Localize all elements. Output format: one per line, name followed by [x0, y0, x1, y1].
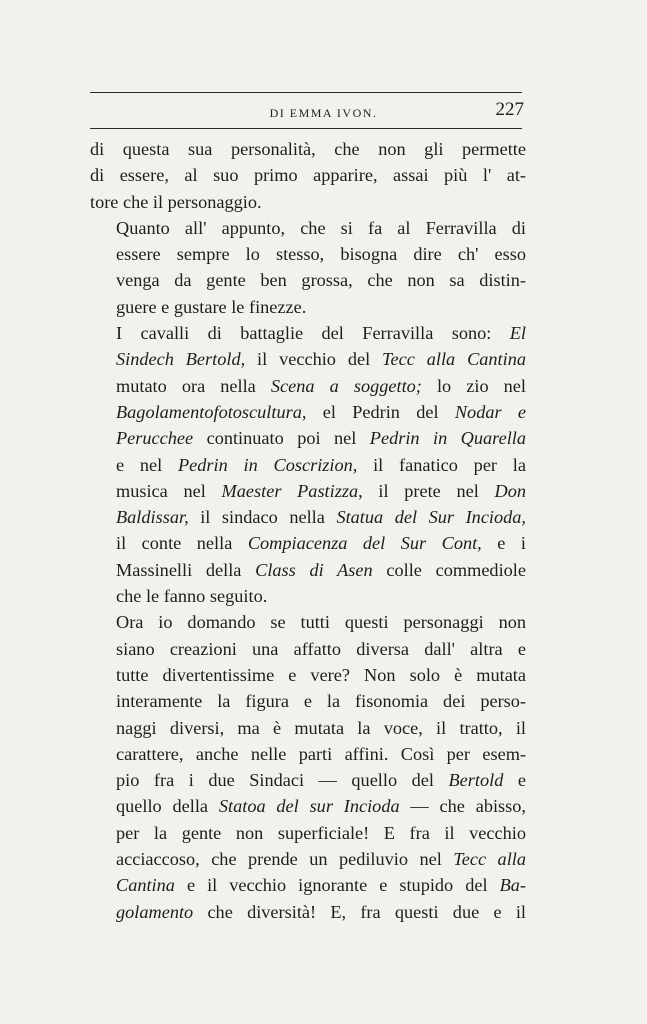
text-run: il conte nella [116, 533, 248, 554]
text-line: essere sempre lo stesso, bisogna dire ch' esso [116, 244, 526, 265]
paragraph-ferravilla-criticism [90, 215, 526, 320]
italic-title: Cantina [116, 875, 175, 896]
text-run: mutato ora nella [116, 375, 271, 396]
text-run: il prete nel [362, 480, 495, 501]
text-run: Massinelli della [116, 559, 256, 580]
text-line [90, 373, 526, 399]
text-line [90, 609, 526, 635]
paragraph-continuation [90, 136, 526, 215]
text-line [90, 636, 526, 662]
text-line [90, 452, 526, 478]
text-run: colle commediole [372, 559, 526, 580]
text-run: pio fra i due Sindaci — quello del [116, 770, 449, 791]
text-line: Quanto all' appunto, che si fa al Ferravilla di [116, 217, 526, 238]
text-run: Ora io domando se tutti questi personaggi non [116, 612, 526, 633]
page-number: 227 [495, 99, 524, 120]
text-run: acciaccoso, che prende un pediluvio nel [116, 849, 454, 870]
italic-title: Baldissar, [116, 507, 189, 528]
text-line: tore che il personaggio. [90, 191, 262, 212]
text-run: quello della [116, 796, 219, 817]
text-line [90, 688, 526, 714]
text-run: interamente la figura e la fisonomia dei perso- [116, 691, 526, 712]
text-line [90, 793, 526, 819]
text-run: musica nel [116, 480, 222, 501]
text-line [90, 767, 526, 793]
paragraph-roles [90, 320, 526, 609]
italic-title: Bertold [448, 770, 504, 791]
text-line [90, 583, 526, 609]
text-run: I cavalli di battaglie del Ferravilla sono: [116, 323, 510, 344]
text-run: e i [481, 533, 526, 554]
text-line: venga da gente ben grossa, che non sa distin- [116, 270, 526, 291]
header-bottom-rule [90, 128, 522, 129]
text-line [90, 504, 526, 530]
italic-title: Pedrin in Quarella [369, 428, 526, 449]
text-line [90, 399, 526, 425]
text-line: di essere, al suo primo apparire, assai più l' at- [90, 165, 526, 186]
text-run: e il vecchio ignorante e stupido del [174, 875, 500, 896]
italic-title: Tecc alla [453, 849, 526, 870]
text-run: il fanatico per la [357, 454, 526, 475]
text-run: siano creazioni una affatto diversa dall' altra e [116, 638, 526, 659]
italic-title: Tecc alla Cantina [382, 349, 526, 370]
text-run: e nel [116, 454, 178, 475]
text-line [90, 741, 526, 767]
text-line [90, 872, 526, 898]
text-run: — che abisso, [399, 796, 526, 817]
italic-title: Scena a soggetto; [270, 375, 422, 396]
running-title: DI EMMA IVON. [269, 106, 378, 120]
text-line [90, 899, 526, 925]
text-run: el Pedrin del [306, 401, 455, 422]
text-run: tutte divertentissime e vere? Non solo è mutata [116, 664, 526, 685]
italic-title: Pedrin in Coscrizion, [178, 454, 358, 475]
italic-title: Perucchee [116, 428, 194, 449]
text-line [90, 820, 526, 846]
body-text [90, 136, 526, 925]
text-line [90, 715, 526, 741]
text-line: guere e gustare le finezze. [116, 296, 307, 317]
italic-title: El [509, 323, 526, 344]
italic-title: Sindech Bertold, [116, 349, 246, 370]
italic-title: Statoa del sur Incioda [218, 796, 400, 817]
italic-title: golamento [116, 901, 194, 922]
text-line [90, 846, 526, 872]
header-top-rule [90, 92, 522, 93]
italic-title: Nodar e [454, 401, 526, 422]
italic-title: Compiacenza del Sur Cont, [247, 533, 482, 554]
text-line [90, 530, 526, 556]
text-line [90, 346, 526, 372]
italic-title: Class di Asen [255, 559, 373, 580]
text-run: per la gente non superficiale! E fra il vecchio [116, 822, 526, 843]
text-run: lo zio nel [421, 375, 526, 396]
text-line [90, 557, 526, 583]
text-line [90, 425, 526, 451]
text-run: e [503, 770, 526, 791]
text-run: il vecchio del [245, 349, 383, 370]
text-run: il sindaco nella [188, 507, 337, 528]
italic-title: Bagolamentofotoscultura, [116, 401, 307, 422]
text-line [90, 662, 526, 688]
text-line: di questa sua personalità, che non gli permette [90, 139, 526, 159]
text-run: che le fanno seguito. [116, 586, 268, 607]
text-run: carattere, anche nelle parti affini. Così per esem- [116, 743, 526, 764]
italic-title: Maester Pastizza, [221, 480, 363, 501]
text-run: che diversità! E, fra questi due e il [193, 901, 526, 922]
italic-title: Ba- [499, 875, 526, 896]
text-run: continuato poi nel [193, 428, 370, 449]
italic-title: Don [494, 480, 527, 501]
text-line [90, 320, 526, 346]
italic-title: Statua del Sur Incioda, [336, 507, 526, 528]
text-line [90, 478, 526, 504]
paragraph-characters [90, 609, 526, 925]
text-run: naggi diversi, ma è mutata la voce, il tratto, il [116, 717, 526, 738]
